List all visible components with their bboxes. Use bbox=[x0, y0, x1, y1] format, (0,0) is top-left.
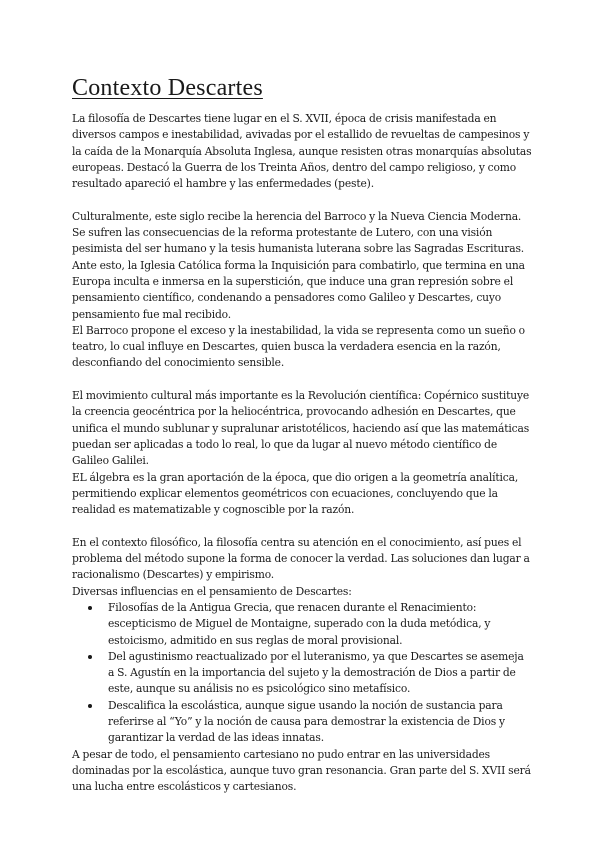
influence-list-item: Filosofías de la Antigua Grecia, que renacen durante el Renacimiento: escepticismo de Miguel de Montaigne, superado con la duda metódica, y estoicismo, admitido en sus reglas de moral provisional. bbox=[100, 600, 532, 649]
influence-list-item: Del agustinismo reactualizado por el luteranismo, ya que Descartes se asemeja a S. Agustín en la importancia del sujeto y la demostración de Dios a partir de este, aunque su análisis no es psicológico sino metafísico. bbox=[100, 649, 532, 698]
paragraph-cultural-intro: Culturalmente, este siglo recibe la herencia del Barroco y la Nueva Ciencia Moderna. bbox=[72, 209, 522, 223]
influence-list-item: Descalifica la escolástica, aunque sigue usando la noción de sustancia para referirse al “Yo” y la noción de causa para demostrar la existencia de Dios y garantizar la verdad de las ideas innatas. bbox=[100, 698, 532, 747]
paragraph-spacer bbox=[72, 518, 532, 534]
document-title: Contexto Descartes bbox=[72, 75, 263, 101]
influences-list bbox=[72, 600, 532, 747]
paragraph-scientific-revolution: El movimiento cultural más importante es la Revolución científica: Copérnico sustituye la creencia geocéntrica por la heliocéntrica, provocando adhesión en Descartes, que unifica el mundo sublunar y supralunar aristotélicos, haciendo así que las matemáticas puedan ser aplicadas a todo lo real, lo que da lugar al nuevo método científico de Galileo Galilei. bbox=[72, 389, 530, 468]
paragraph-algebra: EL álgebra es la gran aportación de la época, que dio origen a la geometría analítica, permitiendo explicar elementos geométricos con ecuaciones, concluyendo que la realidad es matematizable y cognoscible por la razón. bbox=[72, 470, 519, 517]
paragraph-spacer bbox=[72, 372, 532, 388]
document-page bbox=[72, 74, 532, 795]
paragraph-historical-context: La filosofía de Descartes tiene lugar en el S. XVII, época de crisis manifestada en diversos campos e inestabilidad, avivadas por el estallido de revueltas de campesinos y la caída de la Monarquía Absoluta Inglesa, aunque resisten otras monarquías absolutas europeas. Destacó la Guerra de los Treinta Años, dentro del campo religioso, y como resultado apareció el hambre y las enfermedades (peste). bbox=[72, 112, 532, 191]
paragraph-baroque: El Barroco propone el exceso y la inestabilidad, la vida se representa como un sueño o teatro, lo cual influye en Descartes, quien busca la verdadera esencia en la razón, desconfiando del conocimiento sensible. bbox=[72, 323, 525, 370]
paragraph-reformation: Se sufren las consecuencias de la reforma protestante de Lutero, con una visión pesimista del ser humano y la tesis humanista luterana sobre las Sagradas Escrituras. Ante esto, la Iglesia Católica forma la Inquisición para combatirlo, que termina en una Europa inculta e inmersa en la superstición, que induce una gran represión sobre el pensamiento científico, condenando a pensadores como Galileo y Descartes, cuyo pensamiento fue mal recibido. bbox=[72, 226, 525, 321]
paragraph-spacer bbox=[72, 192, 532, 208]
paragraph-philosophical-context: En el contexto filosófico, la filosofía centra su atención en el conocimiento, así pues el problema del método supone la forma de conocer la verdad. Las soluciones dan lugar a racionalismo (Descartes) y empirismo. bbox=[72, 535, 530, 582]
paragraph-conclusion: A pesar de todo, el pensamiento cartesiano no pudo entrar en las universidades dominadas por la escolástica, aunque tuvo gran resonancia. Gran parte del S. XVII será una lucha entre escolásticos y cartesianos. bbox=[72, 747, 531, 794]
paragraph-influences-intro: Diversas influencias en el pensamiento de Descartes: bbox=[72, 584, 352, 598]
